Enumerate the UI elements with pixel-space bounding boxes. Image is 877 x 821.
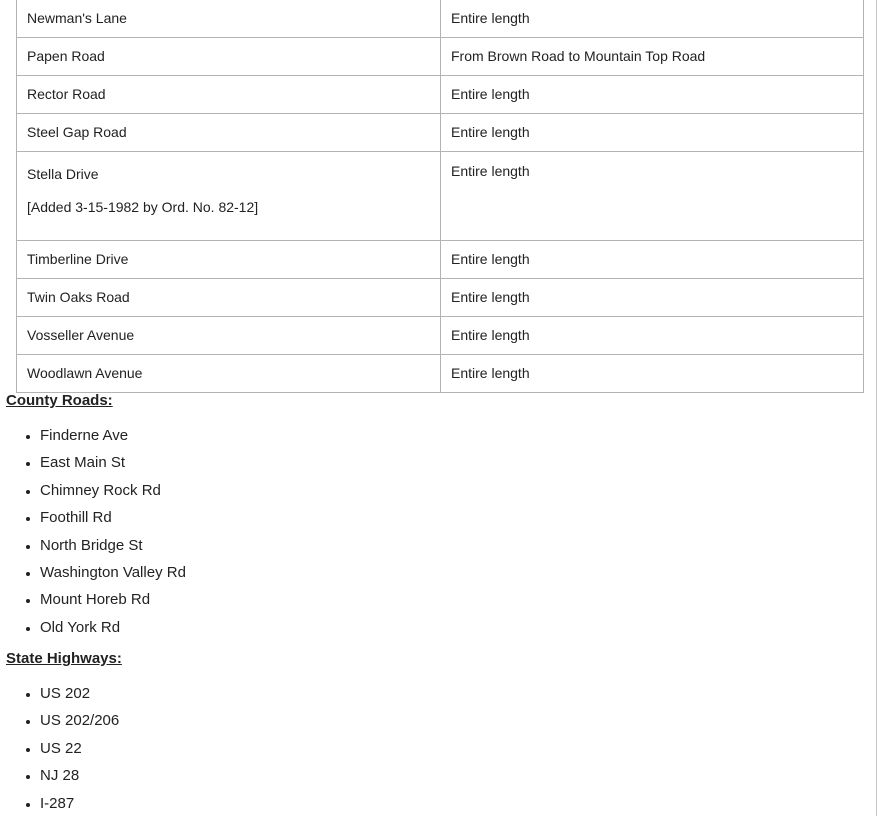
list-item: • North Bridge St xyxy=(40,536,186,563)
county-roads-heading: County Roads: xyxy=(6,392,113,409)
county-roads-list xyxy=(0,426,186,645)
list-item: • Foothill Rd xyxy=(40,508,186,535)
list-item: • I-287 xyxy=(40,794,119,821)
road-extent-cell: Entire length xyxy=(441,0,864,38)
road-name: Stella Drive xyxy=(27,166,99,182)
road-extent-cell: Entire length xyxy=(441,355,864,393)
table-row xyxy=(17,317,864,355)
table-row xyxy=(17,279,864,317)
list-item: • US 22 xyxy=(40,739,119,766)
state-highways-heading: State Highways: xyxy=(6,650,122,667)
road-name-cell: Papen Road xyxy=(17,38,441,76)
table-row xyxy=(17,38,864,76)
amendment-note: [Added 3-15-1982 by Ord. No. 82-12] xyxy=(27,199,259,215)
road-extent-cell: Entire length xyxy=(441,152,864,241)
road-name-cell: Timberline Drive xyxy=(17,241,441,279)
state-highways-list xyxy=(0,684,119,821)
list-item: • Washington Valley Rd xyxy=(40,563,186,590)
table-row xyxy=(17,152,864,241)
table-row xyxy=(17,0,864,38)
list-item: • Finderne Ave xyxy=(40,426,186,453)
road-name-cell: Steel Gap Road xyxy=(17,114,441,152)
road-name-cell: Rector Road xyxy=(17,76,441,114)
list-item: • US 202 xyxy=(40,684,119,711)
road-extent-cell: Entire length xyxy=(441,76,864,114)
road-name-cell: Vosseller Avenue xyxy=(17,317,441,355)
list-item: • US 202/206 xyxy=(40,711,119,738)
table-row xyxy=(17,114,864,152)
table-row xyxy=(17,76,864,114)
list-item: • Old York Rd xyxy=(40,618,186,645)
list-item: • NJ 28 xyxy=(40,766,119,793)
table-row xyxy=(17,355,864,393)
road-extent-cell: Entire length xyxy=(441,114,864,152)
list-item: • East Main St xyxy=(40,453,186,480)
road-extent-cell: From Brown Road to Mountain Top Road xyxy=(441,38,864,76)
list-item: • Mount Horeb Rd xyxy=(40,590,186,617)
road-name-cell: Woodlawn Avenue xyxy=(17,355,441,393)
road-extent-cell: Entire length xyxy=(441,317,864,355)
road-extent-cell: Entire length xyxy=(441,241,864,279)
road-extent-cell: Entire length xyxy=(441,279,864,317)
road-name-cell: Twin Oaks Road xyxy=(17,279,441,317)
road-name-cell xyxy=(17,152,441,241)
list-item: • Chimney Rock Rd xyxy=(40,481,186,508)
road-table xyxy=(16,0,864,393)
road-name-cell: Newman's Lane xyxy=(17,0,441,38)
table-row xyxy=(17,241,864,279)
